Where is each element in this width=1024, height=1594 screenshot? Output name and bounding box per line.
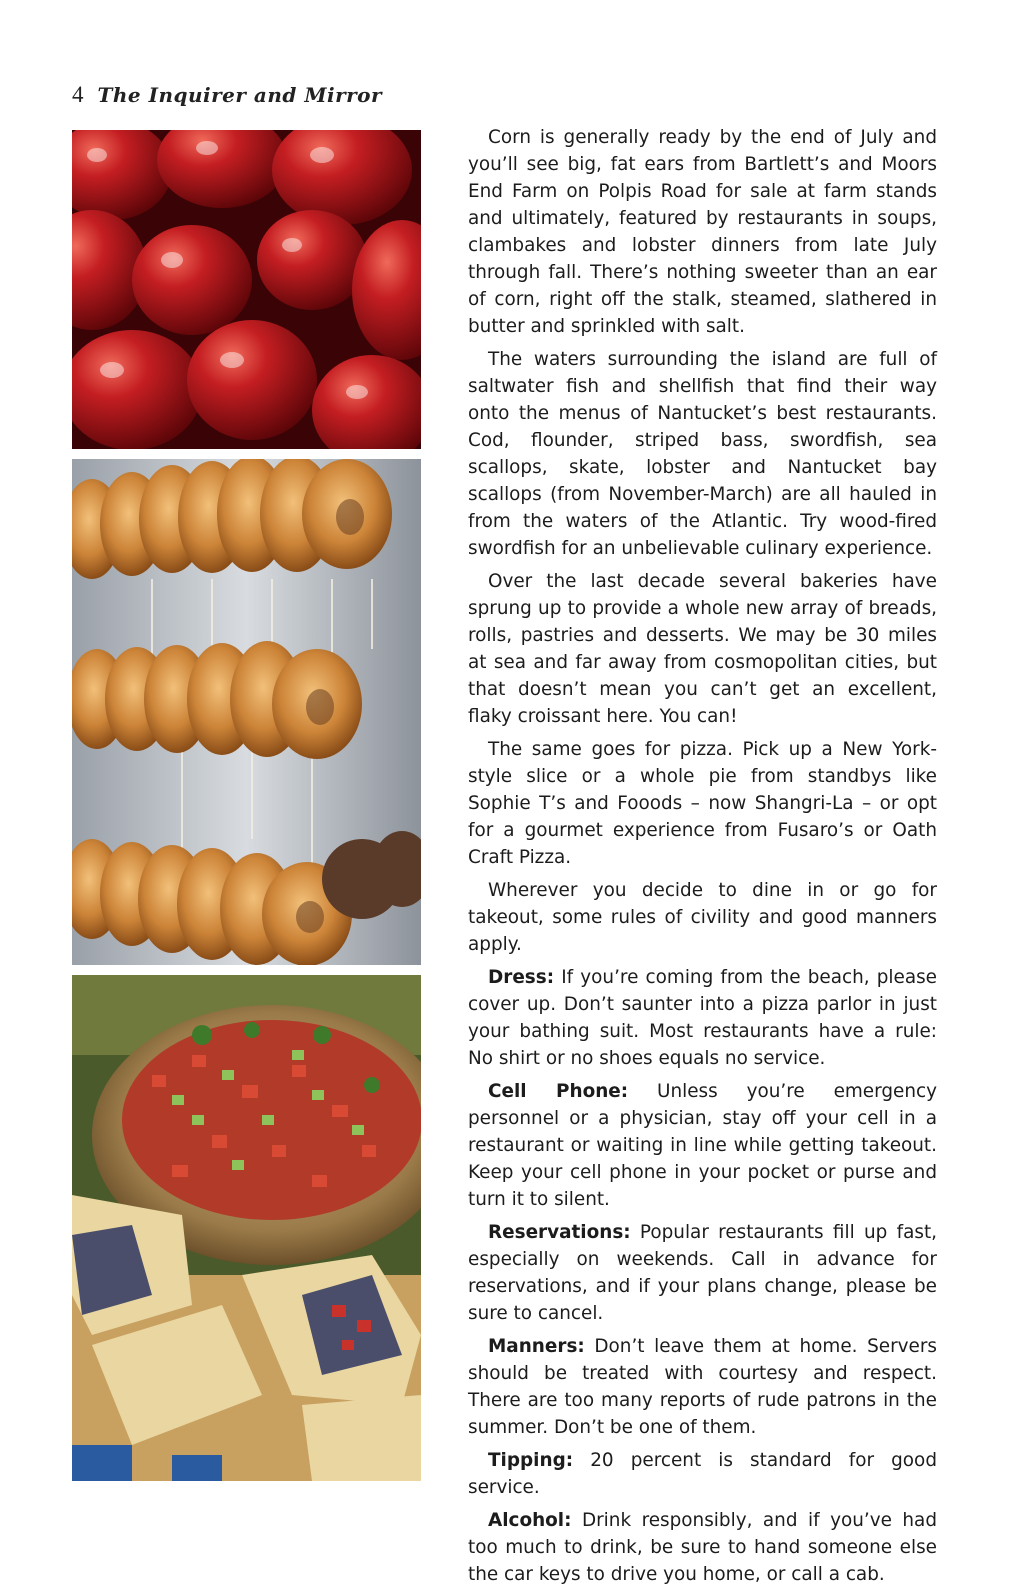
rule-term: Tipping: [488,1450,574,1471]
page-header [72,82,382,118]
paragraph-bakeries: Over the last decade several bakeries have sprung up to provide a whole new array of breads, rolls, pastries and desserts. We may be 30 miles at sea and far away from cosmopolitan cities, but that doesn’t mean you can’t get an excellent, flaky croissant here. You can! [468,571,937,727]
rule-manners [468,1333,937,1441]
rule-text: Don’t leave them at home. Servers should be treated with courtesy and respect. There are too many reports of rude patrons in the summer. Don’t be one of them. [468,1336,937,1438]
rule-text: If you’re coming from the beach, please cover up. Don’t saunter into a pizza parlor in just your bathing suit. Most restaurants have a rule: No shirt or no shoes equals no service. [468,967,937,1069]
rule-term: Dress: [488,967,555,988]
paragraph-seafood: The waters surrounding the island are full of saltwater fish and shellfish that find their way onto the menus of Nantucket’s best restaurants. Cod, flounder, striped bass, swordfish, sea scallops, skate, lobster and Nantucket bay scallops (from November-March) are all hauled in from the waters of the Atlantic. Try wood-fired swordfish for an unbelievable culinary experience. [468,349,937,559]
salsa-chips-photo [72,975,421,1481]
paragraph-pizza: The same goes for pizza. Pick up a New York-style slice or a whole pie from standbys like Sophie T’s and Fooods – now Shangri-La – or opt for a gourmet experience from Fusaro’s or Oath Craft Pizza. [468,739,937,868]
rule-cell-phone [468,1078,937,1213]
rule-tipping [468,1447,937,1501]
donuts-photo [72,459,421,965]
rule-reservations [468,1219,937,1327]
page-number: 4 [72,82,84,107]
rule-text: Popular restaurants fill up fast, especially on weekends. Call in advance for reservations, and if your plans change, please be sure to cancel. [468,1222,937,1324]
apples-photo [72,130,421,449]
rule-term: Cell Phone: [488,1081,629,1102]
rule-text: Drink responsibly, and if you’ve had too much to drink, be sure to hand someone else the car keys to drive you home, or call a cab. [468,1510,937,1585]
rule-term: Reservations: [488,1222,631,1243]
rule-text: 20 percent is standard for good service. [468,1450,937,1498]
rule-text: Unless you’re emergency personnel or a physician, stay off your cell in a restaurant or waiting in line while getting takeout. Keep your cell phone in your pocket or purse and turn it to silent. [468,1081,937,1210]
paragraph-corn: Corn is generally ready by the end of July and you’ll see big, fat ears from Bartlett’s and Moors End Farm on Polpis Road for sale at farm stands and ultimately, featured by restaurants in soups, clambakes and lobster dinners from late July through fall. There’s nothing sweeter than an ear of corn, right off the stalk, steamed, slathered in butter and sprinkled with salt. [468,127,937,337]
rule-term: Alcohol: [488,1510,572,1531]
article-text [468,124,937,1594]
rule-alcohol [468,1507,937,1588]
rule-term: Manners: [488,1336,585,1357]
publication-masthead: The Inquirer and Mirror [97,83,383,107]
rule-dress [468,964,937,1072]
paragraph-manners-intro: Wherever you decide to dine in or go for takeout, some rules of civility and good manners apply. [468,880,937,955]
